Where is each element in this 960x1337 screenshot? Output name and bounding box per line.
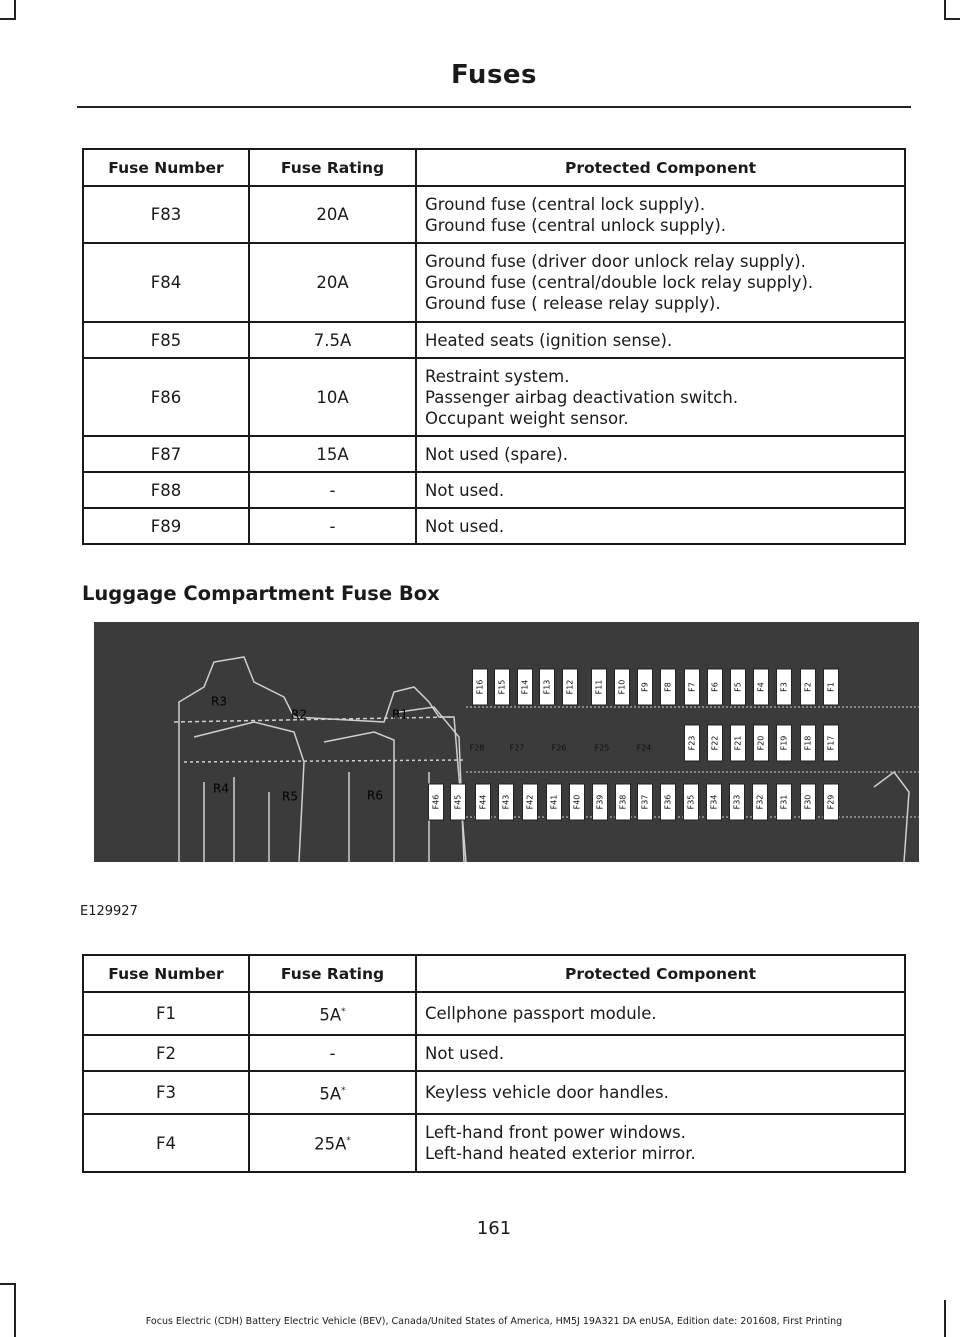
relay-label: R6 [367,788,383,803]
fuse-label: F23 [687,735,697,751]
fuse-label: F18 [803,735,813,751]
table-row [83,508,905,544]
component-line: Not used. [425,1043,505,1063]
fuse-label: F7 [687,682,697,692]
page-footer: Focus Electric (CDH) Battery Electric Vehicle (BEV), Canada/United States of America, HM5J 19A321 DA enUSA, Edition date: 201608, First Printing [145,1316,843,1327]
diagram-background [94,622,919,862]
component-line: Left-hand front power windows. [425,1123,686,1142]
fuse-table-1 [82,148,906,545]
component-line: Not used. [425,480,505,500]
fuse-rating: 20A [249,243,416,322]
fuse-label: F42 [525,794,535,810]
fuse-label: F17 [826,735,836,751]
fuse-number: F1 [83,992,249,1035]
protected-component [416,358,905,436]
relay-label: R4 [213,781,229,796]
figure-id: E129927 [80,904,138,919]
fuse-label: F31 [779,794,789,810]
fuse-label: F27 [509,743,525,753]
relay-label: R1 [392,707,408,722]
fuse-label: F24 [636,743,652,753]
page-title: Fuses [450,60,538,90]
component-line: Restraint system. [425,366,570,386]
table-row [83,243,905,322]
fuse-rating [249,992,416,1035]
fuse-rating: 20A [249,186,416,243]
protected-component [416,243,905,322]
footnote-marker: * [346,1136,351,1147]
rating-value: - [329,1043,336,1063]
fuse-label: F38 [618,794,628,810]
fuse-label: F29 [826,794,836,810]
fuse-label: F34 [709,794,719,810]
protected-component [416,186,905,243]
fuse-rating: - [249,508,416,544]
rating-value: 5A [319,1005,342,1025]
protected-component [416,992,905,1035]
page-number: 161 [476,1218,512,1239]
fuse-label: F26 [551,743,567,753]
fuse-label: F13 [542,679,552,695]
component-line: Not used. [425,516,505,536]
fuse-rating: 10A [249,358,416,436]
relay-label: R2 [291,707,307,722]
column-header-fuse-number: Fuse Number [83,149,249,186]
column-header-fuse-rating: Fuse Rating [249,149,416,186]
table-row [83,322,905,358]
fuse-label: F10 [617,679,627,695]
fuse-label: F36 [663,794,673,810]
fuse-label: F15 [497,679,507,695]
table-header-row [83,149,905,186]
column-header-protected-component: Protected Component [416,149,905,186]
fuse-number: F85 [83,322,249,358]
fuse-rating: - [249,472,416,508]
crop-mark [944,18,960,20]
table-row [83,1035,905,1071]
fuse-label: F30 [803,794,813,810]
fuse-label: F9 [640,682,650,692]
rating-value: 5A [319,1084,342,1104]
fuse-rating [249,1071,416,1114]
fuse-number: F3 [83,1071,249,1114]
component-line: Ground fuse (central/double lock relay supply). [425,273,814,292]
component-line: Occupant weight sensor. [425,408,629,428]
fuse-number: F86 [83,358,249,436]
fuse-box-illustration [94,622,919,862]
crop-mark [14,1283,16,1337]
fuse-label: F2 [803,682,813,692]
fuse-label: F5 [733,682,743,692]
title-divider [77,106,911,108]
component-line: Passenger airbag deactivation switch. [425,387,739,407]
fuse-rating: 15A [249,436,416,472]
fuse-label: F25 [594,743,610,753]
relay-label: R3 [211,694,227,709]
crop-mark [944,0,946,20]
protected-component [416,1035,905,1071]
fuse-rating [249,1035,416,1071]
fuse-label: F11 [594,679,604,695]
fuse-label: F20 [756,735,766,751]
component-line: Left-hand heated exterior mirror. [425,1144,696,1163]
table-row [83,1114,905,1172]
table-row [83,472,905,508]
component-line: Ground fuse (driver door unlock relay supply). [425,252,806,271]
fuse-label: F44 [478,794,488,810]
table-row [83,436,905,472]
section-heading: Luggage Compartment Fuse Box [82,582,440,605]
fuse-label: F21 [733,735,743,751]
component-line: Heated seats (ignition sense). [425,330,673,350]
fuse-label: F37 [640,794,650,810]
relay-label: R5 [282,789,298,804]
table-row [83,186,905,243]
fuse-label: F8 [663,682,673,692]
column-header-protected-component: Protected Component [416,955,905,992]
footnote-marker: * [341,1006,346,1017]
fuse-label: F3 [779,682,789,692]
footnote-marker: * [341,1085,346,1096]
component-line: Ground fuse ( release relay supply). [425,294,721,313]
fuse-rating [249,1114,416,1172]
fuse-number: F87 [83,436,249,472]
fuse-number: F2 [83,1035,249,1071]
fuse-label: F33 [732,794,742,810]
protected-component [416,436,905,472]
fuse-label: F16 [475,679,485,695]
fuse-label: F46 [431,794,441,810]
crop-mark [14,0,16,20]
fuse-label: F14 [520,679,530,695]
fuse-number: F89 [83,508,249,544]
fuse-label: F6 [710,682,720,692]
column-header-fuse-number: Fuse Number [83,955,249,992]
table-header-row [83,955,905,992]
protected-component [416,1071,905,1114]
fuse-label: F43 [501,794,511,810]
fuse-label: F22 [710,735,720,751]
fuse-label: F39 [595,794,605,810]
fuse-number: F88 [83,472,249,508]
fuse-label: F12 [565,679,575,695]
component-line: Cellphone passport module. [425,1004,657,1023]
component-line: Keyless vehicle door handles. [425,1083,669,1102]
fuse-rating: 7.5A [249,322,416,358]
component-line: Ground fuse (central unlock supply). [425,215,727,235]
table-row [83,358,905,436]
column-header-fuse-rating: Fuse Rating [249,955,416,992]
crop-mark [0,18,16,20]
fuse-label: F1 [826,682,836,692]
fuse-table-2 [82,954,906,1173]
table-row [83,1071,905,1114]
component-line: Not used (spare). [425,444,568,464]
protected-component [416,472,905,508]
crop-mark [0,1283,16,1285]
fuse-label: F32 [755,794,765,810]
fuse-label: F40 [572,794,582,810]
component-line: Ground fuse (central lock supply). [425,194,706,214]
protected-component [416,1114,905,1172]
fuse-number: F83 [83,186,249,243]
fuse-label: F45 [453,794,463,810]
fuse-box-diagram [94,622,919,862]
protected-component [416,322,905,358]
fuse-label: F41 [549,794,559,810]
fuse-label: F35 [686,794,696,810]
fuse-label: F19 [779,735,789,751]
fuse-label: F4 [756,682,766,692]
fuse-label: F28 [469,743,485,753]
fuse-number: F84 [83,243,249,322]
protected-component [416,508,905,544]
fuse-number: F4 [83,1114,249,1172]
rating-value: 25A [314,1134,347,1154]
table-row [83,992,905,1035]
